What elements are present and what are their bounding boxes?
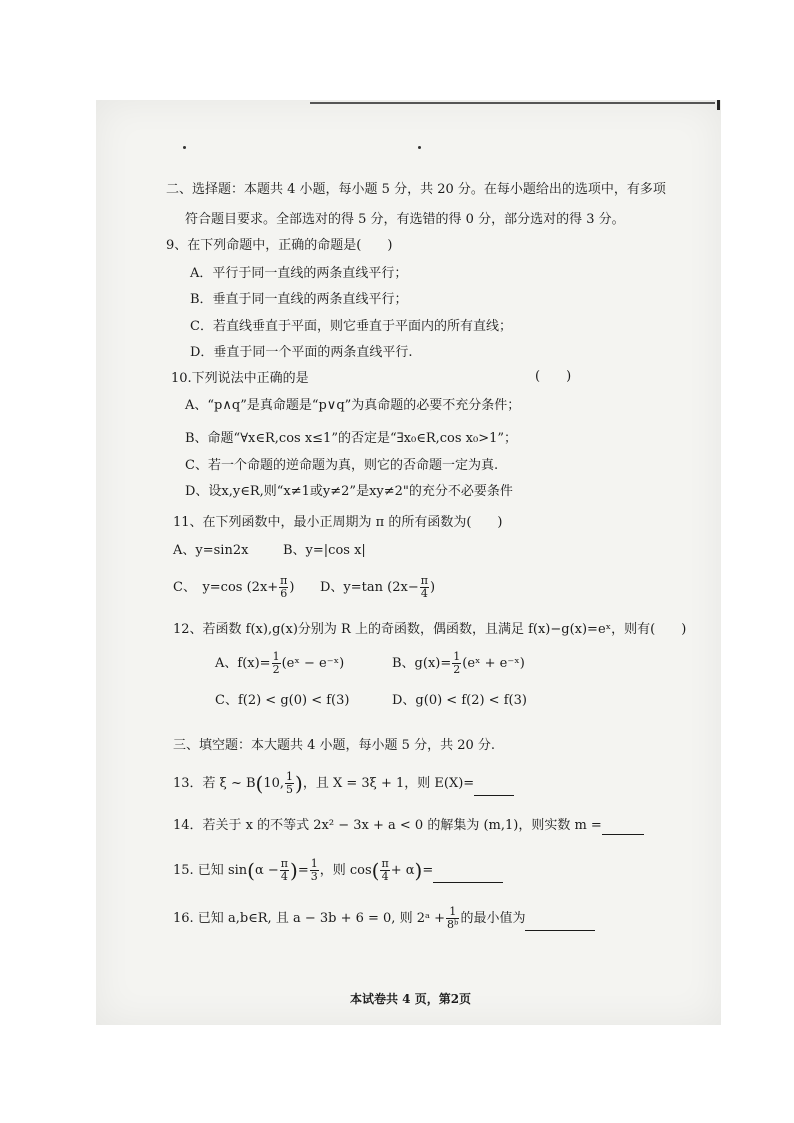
q11-option-d: [320, 575, 435, 600]
q16-line: [173, 906, 595, 931]
q10-option-c: C、若一个命题的逆命题为真，则它的否命题一定为真.: [185, 458, 499, 473]
corner-mark: [717, 100, 720, 110]
q11-option-b: B、y=|cos x|: [283, 543, 366, 558]
q12-a-denominator: 2: [272, 663, 280, 676]
q15-plus-alpha: + α: [390, 863, 415, 878]
q13-line: [173, 771, 514, 796]
right-paren: ): [290, 858, 298, 883]
left-paren: (: [247, 858, 255, 883]
q12-b-numerator: 1: [453, 650, 461, 663]
q15-numerator1: π: [280, 857, 289, 870]
q15-alpha-minus: α −: [254, 863, 279, 878]
speck-mark: [418, 146, 421, 149]
q13-prefix: 13．若 ξ ~ B: [173, 776, 256, 791]
q12-option-d: D、g(0) < f(2) < f(3): [392, 693, 527, 708]
q12-b-denominator: 2: [453, 663, 461, 676]
q12-b-prefix: B、g(x)=: [392, 656, 452, 671]
q10-stem: 10.下列说法中正确的是: [171, 371, 309, 386]
q16-numerator: 1: [446, 906, 459, 919]
section3-heading: 三、填空题：本大题共 4 小题，每小题 5 分，共 20 分.: [173, 738, 496, 753]
q16-prefix: 16. 已知 a,b∈R, 且 a − 3b + 6 = 0, 则 2ᵃ +: [173, 911, 446, 926]
q12-a-suffix: (eˣ − e⁻ˣ): [281, 656, 345, 671]
q12-stem: 12、若函数 f(x),g(x)分别为 R 上的奇函数，偶函数，且满足 f(x)−g(x)=eˣ，则有( ): [173, 622, 687, 637]
q14-text: 14．若关于 x 的不等式 2x² − 3x + a < 0 的解集为 (m,1)，则实数 m =: [173, 818, 602, 833]
q14-answer-blank[interactable]: [602, 820, 644, 835]
q12-b-fraction: [452, 651, 461, 676]
q11-c-prefix: C、 y=cos (2x+: [173, 580, 279, 595]
q12-a-prefix: A、f(x)=: [215, 656, 271, 671]
q10-answer-paren: ( ): [535, 369, 572, 384]
q15-denominator2: 3: [310, 870, 318, 883]
section2-heading-line1: 二、选择题：本题共 4 小题，每小题 5 分，共 20 分。在每小题给出的选项中，有多项: [166, 182, 666, 197]
q12-a-numerator: 1: [272, 650, 280, 663]
q11-d-denominator: 4: [420, 587, 428, 600]
q12-option-c: C、f(2) < g(0) < f(3): [215, 693, 350, 708]
q15-fraction1: [280, 858, 289, 883]
q9-option-a: A．平行于同一直线的两条直线平行；: [190, 266, 408, 281]
q13-numerator: 1: [286, 770, 294, 783]
q12-b-suffix: (eˣ + e⁻ˣ): [462, 656, 525, 671]
page-footer: 本试卷共 4 页，第2页: [350, 992, 472, 1006]
q15-numerator3: π: [381, 857, 389, 870]
q15-fraction2: [310, 858, 319, 883]
q11-c-denominator: 6: [280, 587, 288, 600]
q9-option-d: D．垂直于同一个平面的两条直线平行.: [190, 345, 413, 360]
q13-suffix: ，且 X = 3ξ + 1，则 E(X)=: [302, 776, 475, 791]
left-paren: (: [371, 858, 380, 883]
q16-answer-blank[interactable]: [525, 916, 595, 931]
q16-denominator: 8ᵇ: [447, 918, 459, 931]
q13-denominator: 5: [286, 783, 294, 796]
right-paren: ): [414, 858, 423, 883]
q11-c-suffix: ): [289, 580, 295, 595]
speck-mark: [183, 146, 186, 149]
q16-suffix: 的最小值为: [460, 911, 526, 926]
q10-option-b: B、命题“∀x∈R,cos x≤1”的否定是“∃x₀∈R,cos x₀>1”；: [185, 431, 518, 446]
left-paren: (: [255, 771, 264, 796]
q14-line: [173, 817, 644, 835]
q12-option-b: [392, 651, 525, 676]
q9-stem: 9、在下列命题中，正确的命题是( ): [166, 238, 393, 253]
q15-fraction3: [380, 858, 389, 883]
q13-answer-blank[interactable]: [474, 781, 514, 796]
q11-option-c: [173, 575, 294, 600]
q15-answer-blank[interactable]: [433, 868, 503, 883]
q12-option-a: [215, 651, 344, 676]
q16-fraction: [446, 906, 459, 931]
q9-option-b: B．垂直于同一直线的两条直线平行；: [190, 292, 408, 307]
q15-suffix: =: [422, 863, 434, 878]
q10-option-a: A、“p∧q”是真命题是“p∨q”为真命题的必要不充分条件；: [185, 398, 521, 413]
q11-option-a: A、y=sin2x: [173, 543, 249, 558]
q11-stem: 11、在下列函数中，最小正周期为 π 的所有函数为( ): [173, 515, 503, 530]
section2-heading-line2: 符合题目要求。全部选对的得 5 分，有选错的得 0 分，部分选对的得 3 分。: [185, 212, 625, 227]
q15-line: [173, 858, 503, 883]
q10-option-d: D、设x,y∈R,则“x≠1或y≠2”是xy≠2"的充分不必要条件: [185, 484, 513, 499]
right-paren: ): [295, 771, 303, 796]
q15-denominator1: 4: [280, 870, 288, 883]
q11-d-suffix: ): [429, 580, 436, 595]
q11-d-fraction: [420, 575, 429, 600]
q13-fraction: [285, 771, 294, 796]
q15-equals: =: [297, 863, 309, 878]
q9-option-c: C．若直线垂直于平面，则它垂直于平面内的所有直线；: [190, 319, 512, 334]
q11-c-numerator: π: [280, 574, 288, 587]
q11-c-fraction: [279, 575, 288, 600]
q15-denominator3: 4: [381, 870, 389, 883]
q15-numerator2: 1: [310, 857, 318, 870]
top-border-line: [310, 102, 715, 104]
q13-param: 10,: [263, 776, 285, 791]
q11-d-prefix: D、y=tan (2x−: [320, 580, 419, 595]
q12-a-fraction: [272, 651, 281, 676]
q15-middle: ，则 cos: [319, 863, 372, 878]
q15-prefix: 15. 已知 sin: [173, 863, 248, 878]
q11-d-numerator: π: [420, 574, 428, 587]
